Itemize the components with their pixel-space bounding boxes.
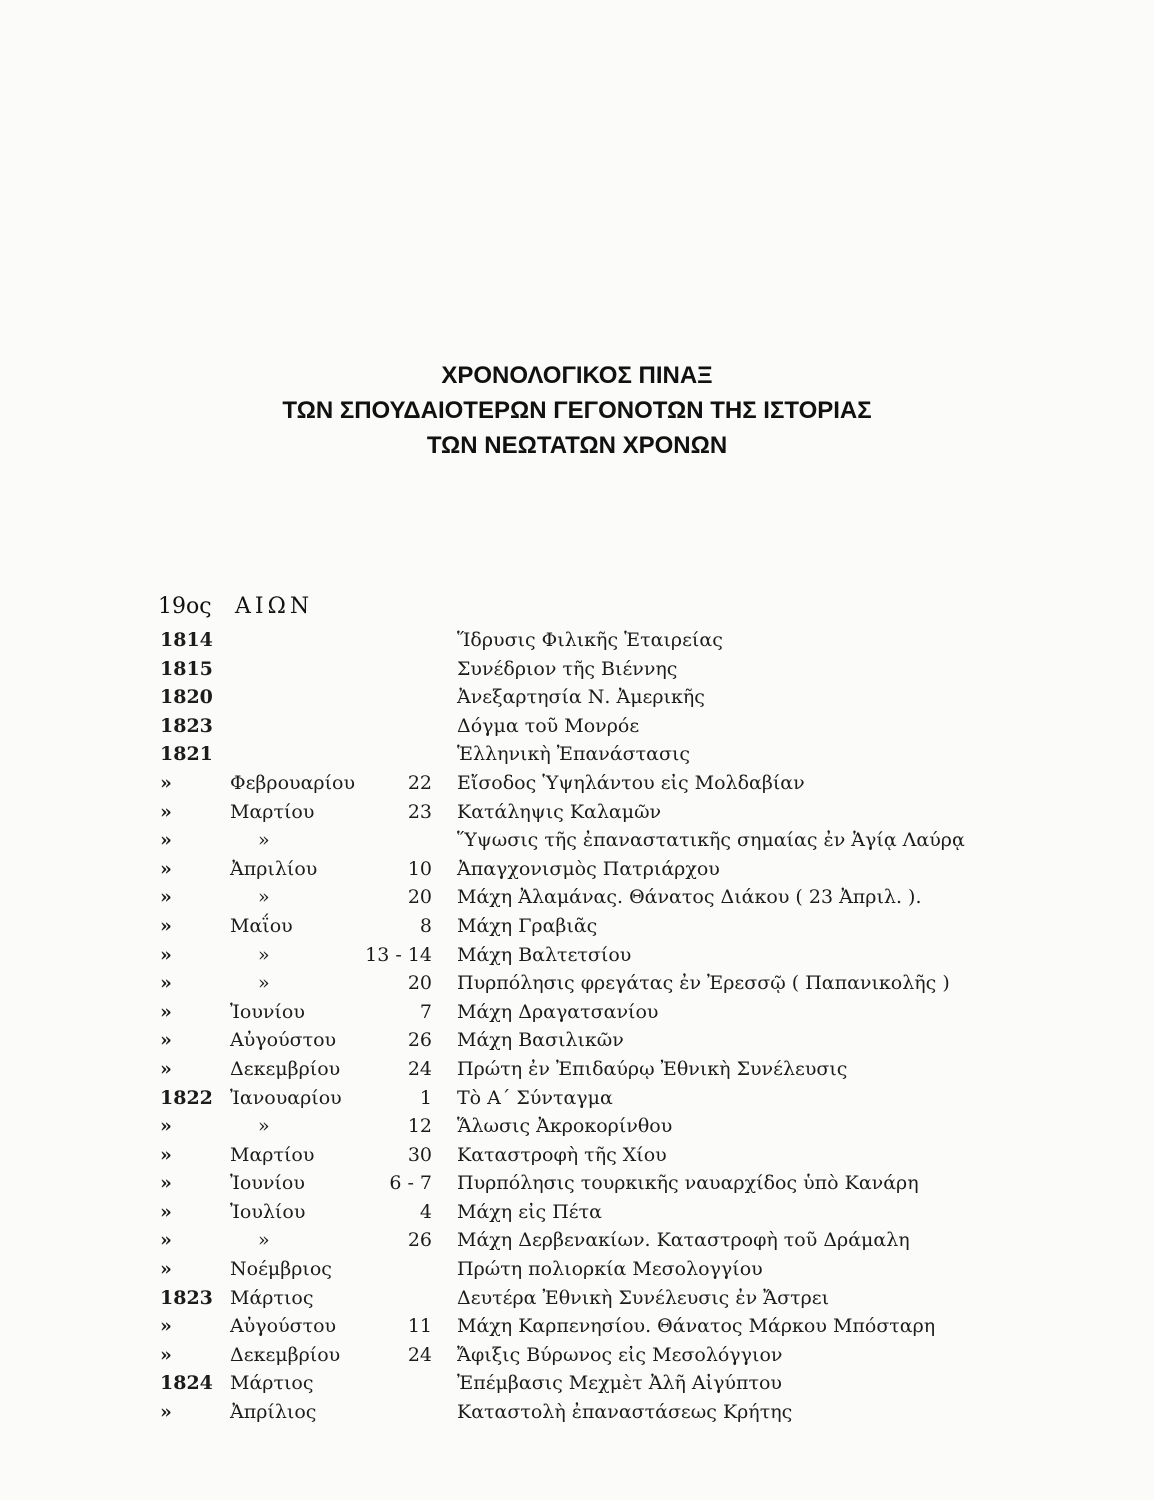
century-number: 19ος [158,594,212,619]
table-row [0,1084,1154,1113]
page-title [0,358,1154,463]
event-cell: Ἄφιξις Βύρωνος εἰς Μεσολόγγιον [457,1343,783,1366]
event-cell: Πυρπόλησις φρεγάτας ἐν Ἐρεσσῷ ( Παπανικολῆς ) [457,972,950,995]
month-cell: » [258,972,270,995]
year-cell: » [160,829,172,852]
year-cell: » [160,1172,172,1195]
year-cell: 1822 [160,1086,213,1109]
month-cell: Αὐγούστου [230,1029,337,1052]
event-cell: Δευτέρα Ἐθνικὴ Συνέλευσις ἐν Ἄστρει [457,1286,830,1309]
event-cell: Καταστολὴ ἐπαναστάσεως Κρήτης [457,1401,793,1424]
table-row [0,1398,1154,1427]
table-row [0,626,1154,655]
table-row [0,798,1154,827]
year-cell: » [160,1000,172,1023]
table-row [0,1169,1154,1198]
day-cell: 4 [419,1200,432,1223]
year-cell: » [160,1258,172,1281]
table-row [0,712,1154,741]
title-line-1: ΧΡΟΝΟΛΟΓΙΚΟΣ ΠΙΝΑΞ [441,362,713,389]
day-cell: 23 [407,800,432,823]
event-cell: Μάχη Γραβιᾶς [457,914,598,937]
table-row [0,1198,1154,1227]
year-cell: » [160,1200,172,1223]
month-cell: Δεκεμβρίου [230,1343,341,1366]
century-word: ΑΙΩΝ [235,594,314,619]
event-cell: Ἀνεξαρτησία Ν. Ἀμερικῆς [457,686,705,709]
table-row [0,1312,1154,1341]
year-cell: » [160,800,172,823]
century-heading [158,594,313,619]
month-cell: » [258,829,270,852]
month-cell: Ἀπριλίου [230,857,318,880]
month-cell: Ἰουλίου [230,1200,306,1223]
table-row [0,883,1154,912]
table-row [0,912,1154,941]
month-cell: Μάρτιος [230,1372,314,1395]
month-cell: Ἰουνίου [230,1172,305,1195]
event-cell: Μάχη Βαλτετσίου [457,943,632,966]
month-cell: Μαρτίου [230,1143,315,1166]
table-row [0,1141,1154,1170]
year-cell: 1815 [160,657,213,680]
chronology-table [0,626,1154,1427]
month-cell: » [258,1115,270,1138]
year-cell: » [160,1057,172,1080]
month-cell: Ἰανουαρίου [230,1086,342,1109]
table-row [0,1369,1154,1398]
title-line-3: ΤΩΝ ΝΕΩΤΑΤΩΝ ΧΡΟΝΩΝ [426,432,728,459]
event-cell: Εἴσοδος Ὑψηλάντου εἰς Μολδαβίαν [457,771,805,794]
month-cell: Μαΐου [230,914,293,937]
event-cell: Μάχη Βασιλικῶν [457,1029,624,1052]
year-cell: 1821 [160,743,213,766]
day-cell: 24 [407,1057,432,1080]
day-cell: 20 [407,972,432,995]
day-cell: 12 [407,1115,432,1138]
table-row [0,1341,1154,1370]
event-cell: Ἅλωσις Ἀκροκορίνθου [457,1115,673,1138]
table-row [0,969,1154,998]
year-cell: 1823 [160,714,213,737]
event-cell: Μάχη Δερβενακίων. Καταστροφὴ τοῦ Δράμαλη [457,1229,910,1252]
table-row [0,855,1154,884]
day-cell: 30 [407,1143,432,1166]
event-cell: Ἀπαγχονισμὸς Πατριάρχου [457,857,720,880]
day-cell: 10 [407,857,432,880]
month-cell: Ἰουνίου [230,1000,305,1023]
year-cell: » [160,943,172,966]
event-cell: Καταστροφὴ τῆς Χίου [457,1143,667,1166]
table-row [0,769,1154,798]
year-cell: 1820 [160,686,213,709]
table-row [0,655,1154,684]
month-cell: Νοέμβριος [230,1258,332,1281]
day-cell: 22 [407,771,432,794]
day-cell: 24 [407,1343,432,1366]
year-cell: » [160,1315,172,1338]
event-cell: Κατάληψις Καλαμῶν [457,800,662,823]
event-cell: Μάχη Δραγατσανίου [457,1000,659,1023]
event-cell: Ἐπέμβασις Μεχμὲτ Ἀλῆ Αἰγύπτου [457,1372,782,1395]
event-cell: Ἵδρυσις Φιλικῆς Ἑταιρείας [457,629,723,651]
year-cell: » [160,1229,172,1252]
month-cell: Μάρτιος [230,1286,314,1309]
month-cell: Δεκεμβρίου [230,1057,341,1080]
year-cell: 1824 [160,1372,213,1395]
year-cell: 1823 [160,1286,213,1309]
event-cell: Μάχη εἰς Πέτα [457,1200,602,1223]
day-cell: 8 [419,914,432,937]
month-cell: Ἀπρίλιος [230,1401,317,1424]
title-line-2: ΤΩΝ ΣΠΟΥΔΑΙΟΤΕΡΩΝ ΓΕΓΟΝΟΤΩΝ ΤΗΣ ΙΣΤΟΡΙΑΣ [282,397,872,424]
year-cell: » [160,1115,172,1138]
table-row [0,740,1154,769]
year-cell: » [160,972,172,995]
event-cell: Ἑλληνικὴ Ἐπανάστασις [457,743,691,766]
event-cell: Μάχη Ἀλαμάνας. Θάνατος Διάκου ( 23 Ἀπριλ. ). [457,886,922,909]
table-row [0,1226,1154,1255]
month-cell: » [258,886,270,909]
day-cell: 26 [407,1029,432,1052]
day-cell: 1 [419,1086,432,1109]
table-row [0,1055,1154,1084]
year-cell: » [160,771,172,794]
year-cell: » [160,857,172,880]
month-cell: » [258,1229,270,1252]
year-cell: » [160,1401,172,1424]
table-row [0,998,1154,1027]
table-row [0,826,1154,855]
year-cell: » [160,914,172,937]
event-cell: Πυρπόλησις τουρκικῆς ναυαρχίδος ὑπὸ Κανάρη [457,1172,919,1195]
event-cell: Συνέδριον τῆς Βιέννης [457,657,678,680]
day-cell: 26 [407,1229,432,1252]
day-cell: 7 [419,1000,432,1023]
event-cell: Ὕψωσις τῆς ἐπαναστατικῆς σημαίας ἐν Ἁγίᾳ Λαύρᾳ [457,829,965,852]
year-cell: 1814 [160,629,213,651]
table-row [0,941,1154,970]
day-cell: 20 [407,886,432,909]
month-cell: Φεβρουαρίου [230,771,356,794]
month-cell: » [258,943,270,966]
table-row [0,1255,1154,1284]
event-cell: Δόγμα τοῦ Μονρόε [457,714,640,737]
table-row [0,1026,1154,1055]
day-cell: 13 - 14 [365,943,432,966]
event-cell: Μάχη Καρπενησίου. Θάνατος Μάρκου Μπόσταρη [457,1315,936,1338]
year-cell: » [160,1343,172,1366]
table-row [0,683,1154,712]
event-cell: Πρώτη ἐν Ἐπιδαύρῳ Ἐθνικὴ Συνέλευσις [457,1057,848,1080]
table-row [0,1284,1154,1313]
table-row [0,1112,1154,1141]
year-cell: » [160,886,172,909]
month-cell: Αὐγούστου [230,1315,337,1338]
year-cell: » [160,1029,172,1052]
event-cell: Τὸ Α΄ Σύνταγμα [457,1086,613,1109]
year-cell: » [160,1143,172,1166]
day-cell: 6 - 7 [389,1172,432,1195]
event-cell: Πρώτη πολιορκία Μεσολογγίου [457,1258,763,1281]
day-cell: 11 [407,1315,432,1338]
month-cell: Μαρτίου [230,800,315,823]
